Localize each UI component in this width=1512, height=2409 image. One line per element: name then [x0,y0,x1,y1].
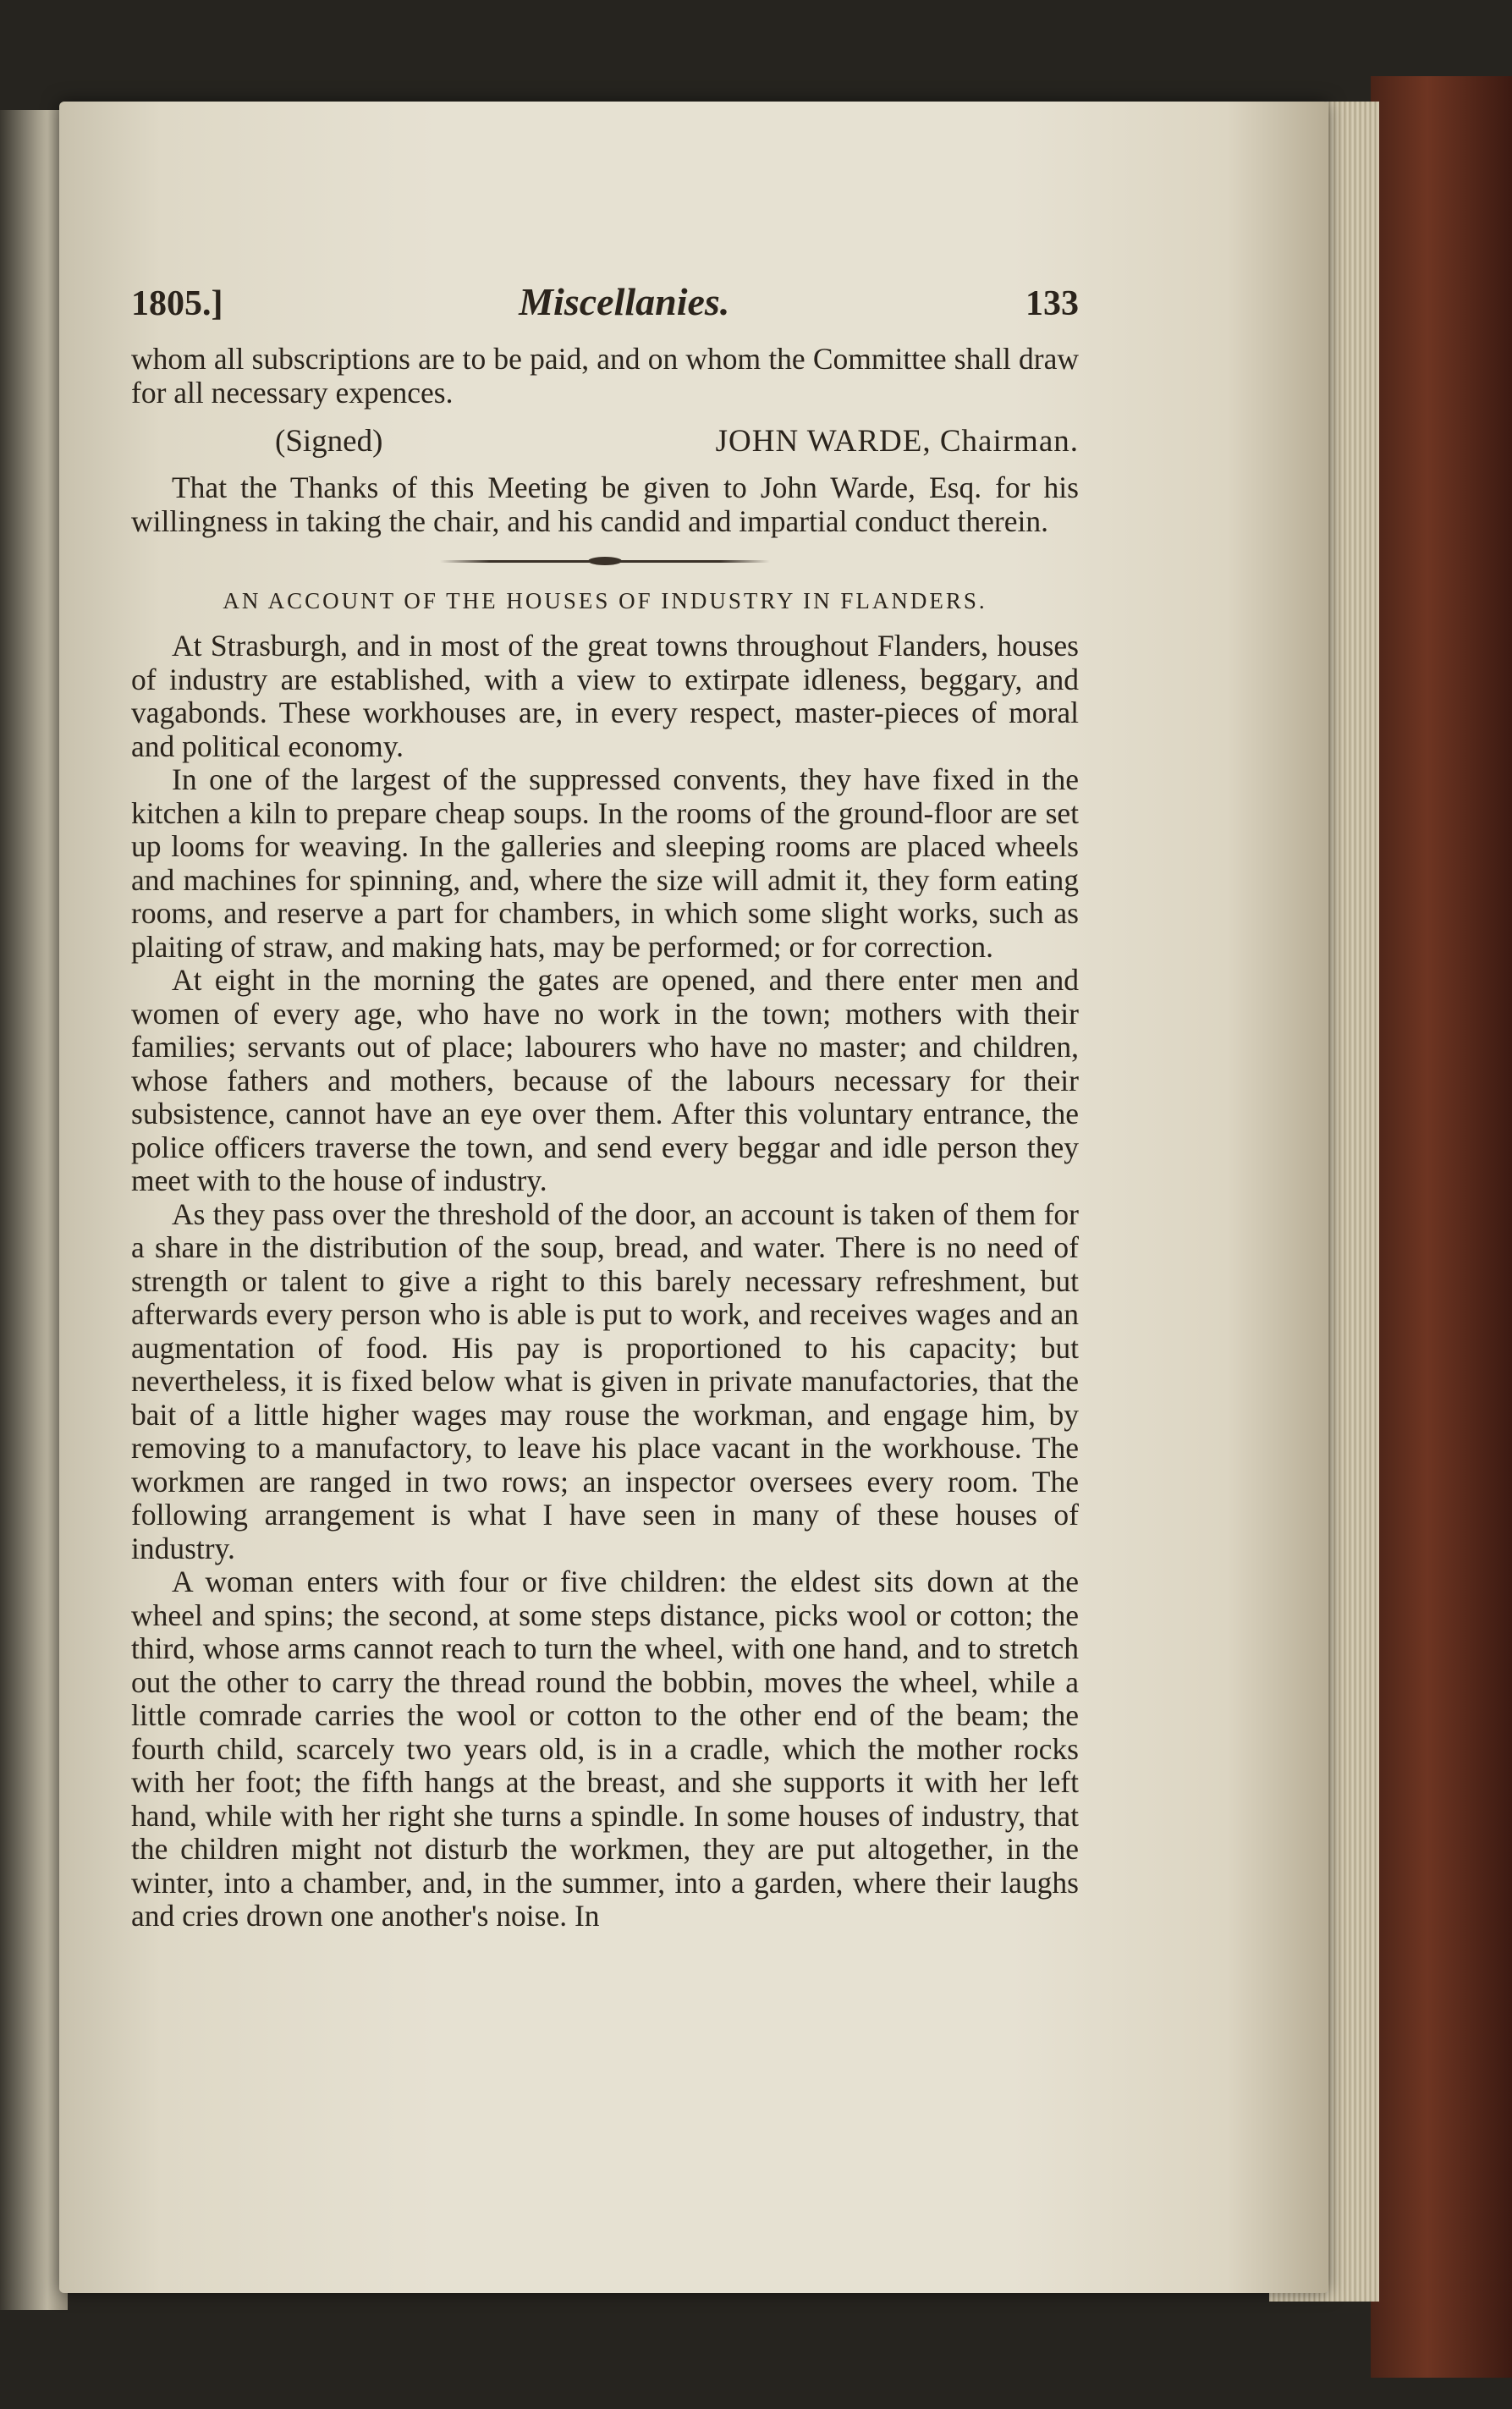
signatory-name: JOHN WARDE, Chairman. [715,424,1079,459]
book-cover [1371,76,1512,2378]
article-heading: AN ACCOUNT OF THE HOUSES OF INDUSTRY IN FLANDERS. [223,588,987,613]
running-header [131,279,1079,324]
article-paragraph: As they pass over the threshold of the door, an account is taken of them for a share in the distribution of the soup, bread, and water. There is no need of strength or talent to give a right to this barely necessary refreshment, but afterwards every person who is able is put to work, and receives wages and an augmentation of food. His pay is proportioned to his capacity; but nevertheless, it is fixed below what is given in private manufactories, that the bait of a little higher wages may rouse the workman, and engage him, by removing to a manufactory, to leave his place vacant in the workhouse. The workmen are ranged in two rows; an inspector oversees every room. The following arrangement is what I have seen in many of these houses of industry. [131,1196,1079,1565]
page-text [131,279,1079,1933]
article-paragraph: At eight in the morning the gates are opened, and there enter men and women of every age, who have no work in the town; mothers with their families; servants out of place; labourers who have no master; and children, whose fathers and mothers, because of the labours necessary for their subsistence, cannot have an eye over them. After this voluntary entrance, the police officers traverse the town, and send every beggar and idle person they meet with to the house of industry. [131,963,1079,1197]
signature-line [131,423,1079,459]
article-paragraph: In one of the largest of the suppressed convents, they have fixed in the kitchen a kiln to prepare cheap soups. In the rooms of the ground-floor are set up looms for weaving. In the galleries and sleeping rooms are placed wheels and machines for spinning, and, where the size will admit it, they form eating rooms, and reserve a part for chambers, in which some slight works, such as plaiting of straw, and making hats, may be performed; or for correction. [131,762,1079,964]
continuation-paragraph: whom all subscriptions are to be paid, and on whom the Committee shall draw for all necessary expences. [131,342,1079,410]
article-paragraph: A woman enters with four or five children: the eldest sits down at the wheel and spins; the second, at some steps distance, picks wool or cotton; the third, whose arms cannot reach to turn the wheel, with one hand, and to stretch out the other to carry the thread round the bobbin, moves the wheel, while a little comrade carries the wool or cotton to the other end of the beam; the fourth child, scarcely two years old, is in a cradle, which the mother rocks with her foot; the fifth hangs at the breast, and she supports it with her left hand, while with her right she turns a spindle. In some houses of industry, that the children might not disturb the workmen, they are put altogether, in the winter, into a chamber, and, in the summer, into a garden, where their laughs and cries drown one another's noise. In [131,1565,1079,1933]
signed-label: (Signed) [275,424,383,459]
header-title: Miscellanies. [519,280,730,323]
article-paragraph: At Strasburgh, and in most of the great towns throughout Flanders, houses of industry are established, with a view to extirpate idleness, beggary, and vagabonds. These workhouses are, in every respect, master-pieces of moral and political economy. [131,629,1079,763]
header-year: 1805.] [131,284,223,323]
ornamental-rule [440,560,770,563]
page-number: 133 [1025,284,1079,323]
facing-page-edge [0,110,68,2310]
resolution-paragraph: That the Thanks of this Meeting be given to John Warde, Esq. for his willingness in taking the chair, and his candid and impartial conduct therein. [131,470,1079,538]
